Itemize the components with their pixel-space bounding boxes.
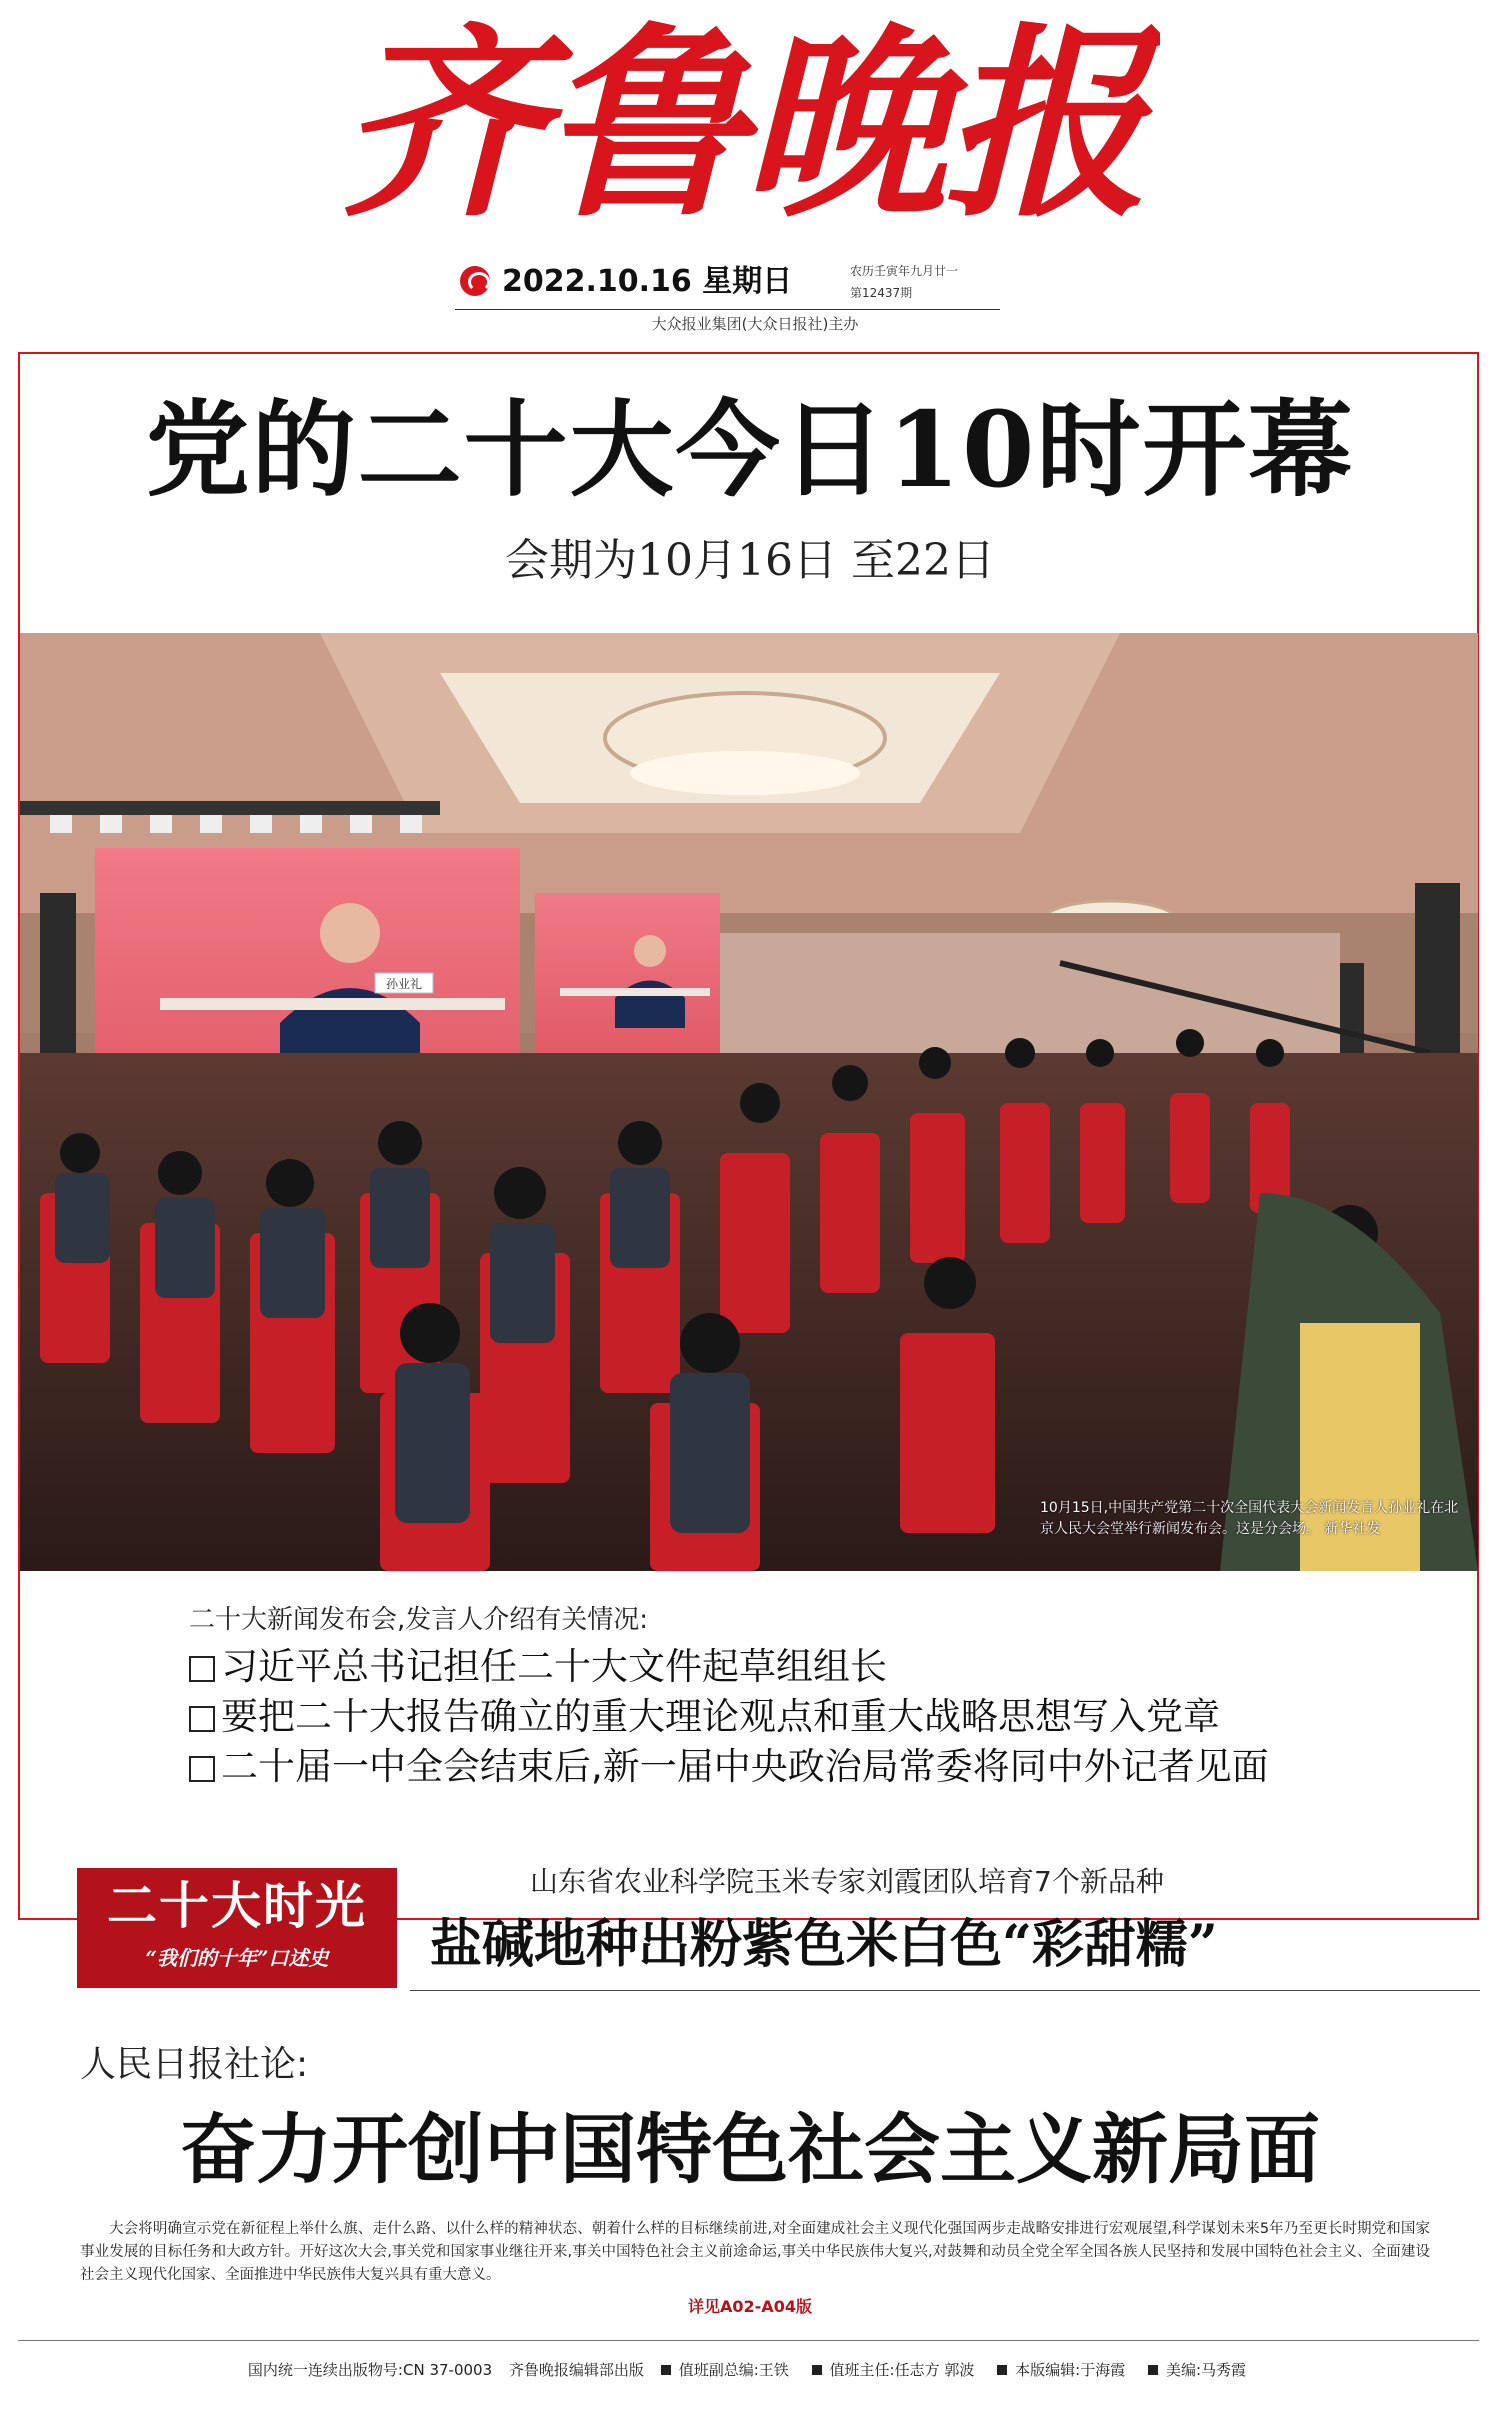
lunar-date: 农历壬寅年九月廿一 — [850, 264, 959, 278]
lead-headline[interactable]: 党的二十大今日10时开幕 — [145, 388, 1355, 511]
footer-divider — [18, 2340, 1479, 2341]
editorial-body: 大会将明确宣示党在新征程上举什么旗、走什么路、以什么样的精神状态、朝着什么样的目标继续前进,对全面建成社会主义现代化强国两步走战略安排进行宏观展望,科学谋划未来5年乃至更长时期党和国家事业发展的目标任务和大政方针。开好这次大会,事关党和国家事业继往开来,事关中国特色社会主义前途命运,事关中华民族伟大复兴,对鼓舞和动员全党全军全国各族人民坚持和发展中国特色社会主义、全面建设社会主义现代化国家、全面推进中华民族伟大复兴具有重大意义。 — [80, 2221, 1430, 2283]
column-badge-subtitle: “我们的十年”口述史 — [145, 1946, 329, 1970]
checkbox-icon — [189, 1756, 215, 1782]
page-editor: 本版编辑:于海霞 — [1015, 2361, 1126, 2379]
dazhong-logo-icon — [460, 266, 490, 296]
photo-caption: 10月15日,中国共产党第二十次全国代表大会新闻发言人孙业礼在北京人民大会堂举行新闻发布会。这是分会场。 新华社发 — [1040, 1500, 1459, 1537]
see-more-link[interactable]: 详见A02-A04版 — [688, 2297, 812, 2316]
editorial-dept: 齐鲁晚报编辑部出版 — [508, 2361, 644, 2379]
issue-number: 第12437期 — [850, 286, 913, 300]
issue-date: 2022.10.16 星期日 — [502, 264, 793, 299]
editorial-headline[interactable]: 奋力开创中国特色社会主义新局面 — [180, 2105, 1320, 2194]
story-divider — [410, 1990, 1480, 1991]
publisher-line: 大众报业集团(大众日报社)主办 — [651, 315, 859, 333]
column-badge[interactable] — [77, 1868, 397, 1988]
brief-text: 要把二十大报告确立的重大理论观点和重大战略思想写入党章 — [221, 1695, 1220, 1738]
screen-nameplate: 孙业礼 — [385, 977, 423, 991]
serial-number: 国内统一连续出版物号:CN 37-0003 — [247, 2361, 493, 2379]
deputy-editor: 值班副总编:王铁 — [678, 2361, 789, 2379]
lead-subhead: 会期为10月16日 至22日 — [505, 535, 995, 586]
square-bullet-icon — [661, 2365, 671, 2375]
masthead-divider — [455, 309, 1000, 310]
story-kicker: 山东省农业科学院玉米专家刘霞团队培育7个新品种 — [530, 1865, 1164, 1898]
brief-text: 二十届一中全会结束后,新一届中央政治局常委将同中外记者见面 — [221, 1745, 1269, 1788]
newspaper-logo: 齐鲁晚报 — [340, 5, 1144, 245]
masthead — [0, 0, 1500, 340]
editorial-kicker: 人民日报社论: — [80, 2044, 309, 2085]
column-badge-title: 二十大时光 — [107, 1876, 367, 1935]
date-line — [460, 262, 1020, 308]
list-item[interactable] — [189, 1692, 1389, 1742]
story-headline[interactable]: 盐碱地种出粉紫色米白色“彩甜糯” — [430, 1914, 1218, 1975]
briefs-lead-in: 二十大新闻发布会,发言人介绍有关情况: — [189, 1605, 649, 1635]
checkbox-icon — [189, 1656, 215, 1682]
list-item[interactable] — [189, 1642, 1389, 1692]
photo-illustration — [20, 633, 1478, 1571]
art-editor: 美编:马秀霞 — [1166, 2361, 1247, 2379]
checkbox-icon — [189, 1706, 215, 1732]
press-conference-photo[interactable] — [20, 633, 1478, 1571]
shift-director: 值班主任:任志方 郭波 — [829, 2361, 975, 2379]
briefs-list — [189, 1642, 1389, 1792]
square-bullet-icon — [1148, 2365, 1158, 2375]
footer-credits — [0, 2358, 1500, 2382]
brief-text: 习近平总书记担任二十大文件起草组组长 — [221, 1645, 887, 1688]
square-bullet-icon — [812, 2365, 822, 2375]
square-bullet-icon — [997, 2365, 1007, 2375]
list-item[interactable] — [189, 1742, 1389, 1792]
